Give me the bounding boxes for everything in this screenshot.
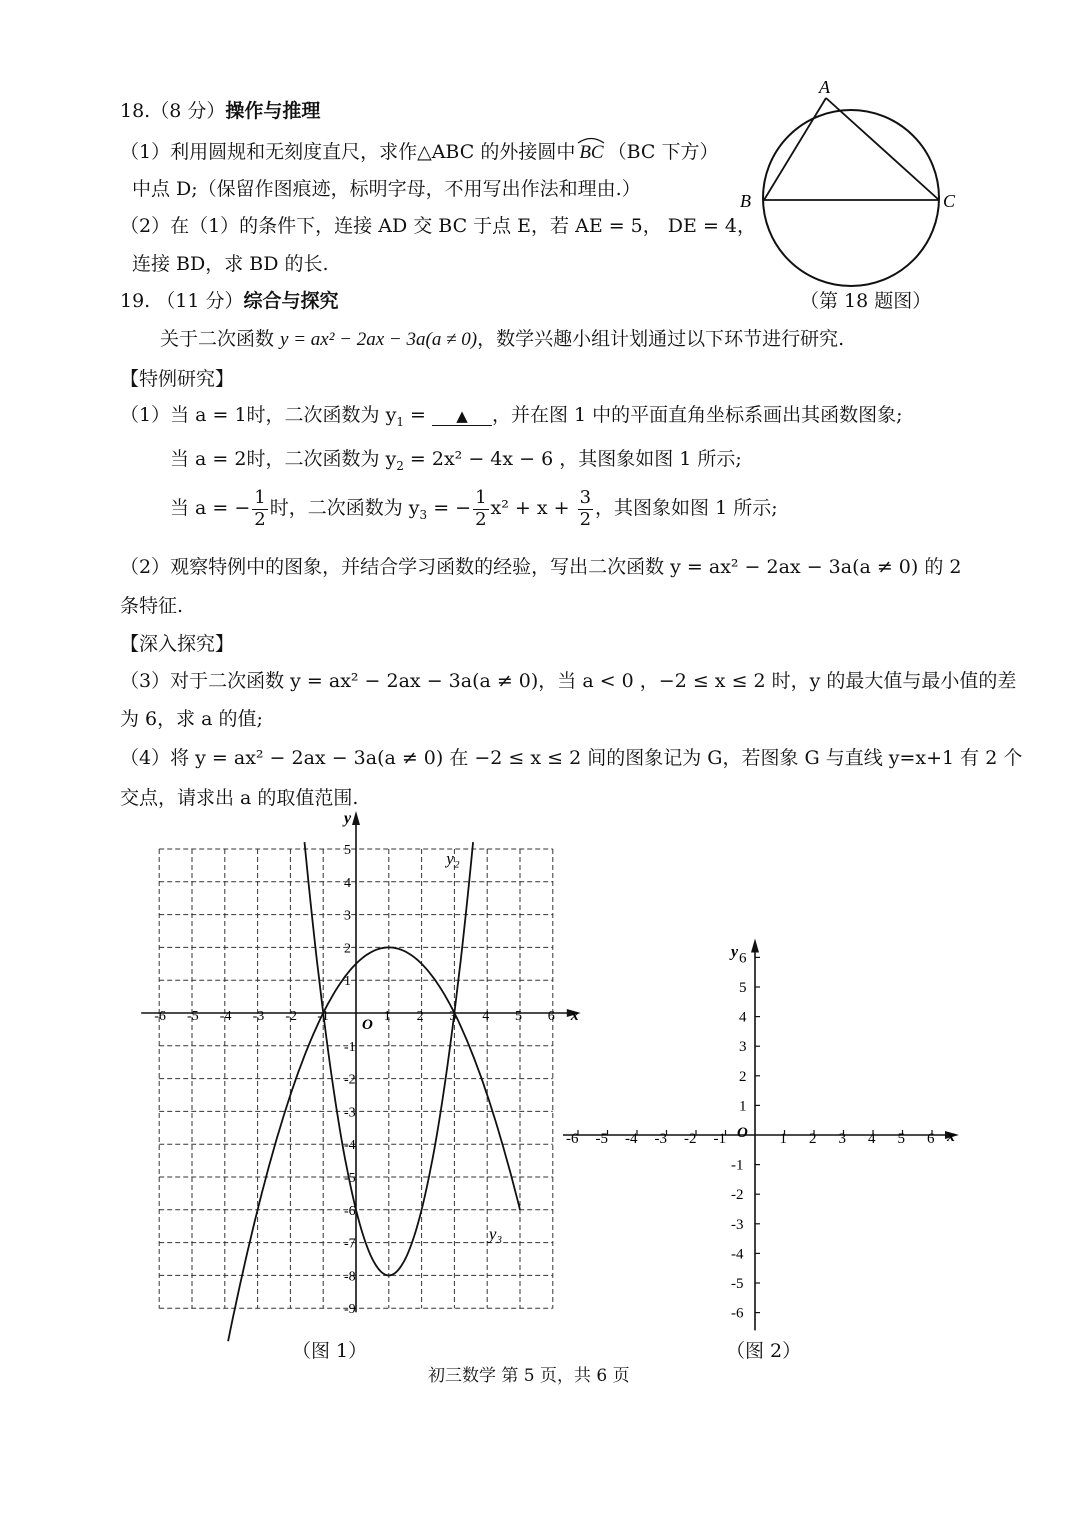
curve-label-y3: y₃ [488, 1224, 503, 1244]
q18-part1-text-a: （1）利用圆规和无刻度直尺，求作△ABC 的外接圆中 [120, 141, 576, 163]
y-axis-label: y [344, 810, 352, 827]
q18-part1-text-b: （BC 下方） [607, 141, 719, 163]
q19-title: 综合与探究 [243, 290, 339, 312]
fraction-one-half-2 [473, 488, 488, 530]
q19-case3-b: 时，二次函数为 y [269, 497, 420, 520]
q19-case3-a: 当 a = − [170, 497, 251, 520]
fraction-one-half [252, 488, 267, 530]
q19-part1 [120, 404, 903, 429]
frac2-num: 1 [475, 487, 487, 508]
q18-part2-cont: 连接 BD，求 BD 的长. [132, 253, 329, 275]
q18-arc-label: BC [579, 142, 604, 163]
q19-intro-a: 关于二次函数 [160, 328, 281, 350]
y-tick-label: 5 [739, 980, 747, 996]
figure-1-caption: （图 1） [292, 1340, 368, 1362]
x-tick-label: 4 [482, 1009, 490, 1024]
y-tick-label: -1 [731, 1157, 744, 1174]
x-axis-label: x [947, 1128, 955, 1145]
q19-case3-c: = − [427, 497, 472, 520]
q18-part1 [120, 141, 719, 165]
label-c: C [943, 191, 956, 211]
q19-part4: （4）将 y = ax² − 2ax − 3a(a ≠ 0) 在 −2 ≤ x ≤ 2 间的图象记为 G，若图象 G 与直线 y=x+1 有 2 个 [120, 747, 1023, 769]
q18-title: 操作与推理 [225, 100, 321, 122]
y-tick-label: 2 [344, 941, 351, 957]
q19-part1-sub: 1 [396, 414, 404, 429]
section-deep-inquiry: 【深入探究】 [120, 633, 235, 655]
q19-part3-cont: 为 6，求 a 的值; [120, 708, 263, 730]
segment-ac [826, 98, 939, 200]
y-axis-label: y [731, 943, 739, 961]
q19-case2-sub: 2 [396, 458, 404, 473]
x-tick-label: 1 [779, 1131, 787, 1147]
origin-label: O [737, 1125, 748, 1141]
y-tick-label: -1 [344, 1039, 356, 1055]
q19-part2-cont: 条特征. [120, 595, 184, 617]
figure-2-caption: （图 2） [726, 1340, 802, 1362]
q19-case3-e: ，其图象如图 1 所示; [595, 497, 778, 520]
label-b: B [740, 191, 751, 211]
x-tick-label: -3 [252, 1009, 265, 1024]
y-tick-label: -5 [731, 1276, 744, 1292]
arc-mark-icon [577, 136, 605, 144]
origin-label: O [362, 1017, 373, 1033]
y-tick-label: -9 [344, 1302, 356, 1318]
x-tick-label: 6 [547, 1009, 555, 1024]
y-tick-label: 4 [344, 875, 351, 891]
x-tick-label: 4 [868, 1131, 876, 1147]
circumcircle [763, 110, 939, 286]
q18-part2: （2）在（1）的条件下，连接 AD 交 BC 于点 E，若 AE = 5， DE = 4， [120, 215, 757, 237]
q18-arc-bc [579, 142, 603, 165]
q19-part4-cont: 交点，请求出 a 的取值范围. [120, 787, 359, 809]
x-tick-label: -1 [713, 1131, 726, 1147]
figure-1-plot [100, 810, 579, 1330]
fraction-three-halves [578, 488, 593, 530]
x-tick-label: 3 [449, 1009, 457, 1024]
q19-intro-func: y = ax² − 2ax − 3a(a ≠ 0) [280, 329, 478, 350]
x-tick-label: -5 [187, 1009, 199, 1024]
q19-intro [160, 328, 844, 352]
frac3-num: 3 [579, 487, 592, 508]
y-tick-label: 6 [739, 950, 747, 967]
y-tick-label: -2 [731, 1187, 744, 1204]
frac3-den: 2 [579, 508, 592, 530]
y-tick-label: 1 [739, 1098, 747, 1115]
x-tick-label: -5 [595, 1131, 608, 1147]
x-tick-label: -6 [154, 1009, 166, 1024]
q19-part1-b: ，并在图 1 中的平面直角坐标系画出其函数图象; [491, 404, 903, 426]
y-axis-arrow [751, 939, 759, 953]
y-tick-label: -4 [344, 1138, 356, 1154]
segment-ab [764, 98, 826, 200]
y-tick-label: -5 [344, 1171, 356, 1186]
section-special-cases: 【特例研究】 [120, 368, 235, 390]
q19-case3-d: x² + x + [490, 497, 576, 520]
x-tick-label: -4 [219, 1009, 232, 1024]
q18-heading [120, 100, 320, 123]
x-tick-label: 5 [897, 1131, 905, 1147]
y-tick-label: -4 [731, 1246, 744, 1263]
q19-intro-b: ，数学兴趣小组计划通过以下环节进行研究. [477, 328, 845, 350]
q19-case-a2 [170, 448, 742, 473]
y-tick-label: 4 [739, 1009, 747, 1026]
y-axis-arrow [352, 811, 360, 825]
y-tick-label: -6 [731, 1305, 744, 1322]
x-tick-label: 1 [383, 1009, 391, 1024]
x-tick-label: -4 [625, 1131, 638, 1147]
y-tick-label: -6 [344, 1203, 356, 1219]
frac1-num: 1 [254, 487, 266, 508]
y-tick-label: -3 [344, 1105, 356, 1121]
y-tick-label: -7 [344, 1236, 356, 1252]
x-tick-label: -2 [684, 1131, 697, 1147]
q19-part1-a: （1）当 a = 1时，二次函数为 y [120, 404, 397, 426]
q19-case2-b: = 2x² − 4x − 6 ，其图象如图 1 所示; [403, 448, 742, 470]
label-a: A [819, 77, 830, 97]
frac1-den: 2 [254, 508, 266, 530]
x-tick-label: -2 [285, 1009, 298, 1024]
q19-number: 19. （11 分） [120, 290, 244, 312]
answer-blank[interactable]: ▲ [432, 407, 492, 426]
q18-number: 18.（8 分） [120, 100, 226, 122]
x-tick-label: 2 [809, 1131, 817, 1147]
y-tick-label: 3 [739, 1039, 747, 1056]
x-tick-label: -1 [317, 1009, 329, 1024]
page-footer: 初三数学 第 5 页，共 6 页 [428, 1366, 630, 1386]
q18-figure [735, 78, 975, 298]
y-tick-label: -8 [344, 1269, 356, 1285]
q19-part2: （2）观察特例中的图象，并结合学习函数的经验，写出二次函数 y = ax² − 2ax − 3a(a ≠ 0) 的 2 [120, 556, 962, 578]
q19-case2-a: 当 a = 2时，二次函数为 y [170, 448, 397, 470]
figure-2-axes [555, 915, 975, 1335]
q18-caption: （第 18 题图） [800, 290, 932, 312]
y-tick-label: -3 [731, 1216, 744, 1233]
q19-heading [120, 290, 339, 313]
y-tick-label: -2 [344, 1072, 356, 1088]
x-tick-label: 5 [515, 1009, 522, 1024]
x-tick-label: 2 [416, 1009, 424, 1024]
x-tick-label: -6 [566, 1131, 579, 1147]
x-tick-label: -3 [654, 1131, 667, 1147]
q19-case-a-neg-half [170, 488, 778, 530]
y-tick-label: 3 [344, 908, 351, 924]
curve-label-y2: y₂ [446, 848, 460, 868]
y-tick-label: 5 [344, 843, 351, 858]
q19-case3-sub: 3 [419, 507, 428, 522]
q18-part1-cont: 中点 D;（保留作图痕迹，标明字母，不用写出作法和理由.） [132, 178, 641, 200]
y-tick-label: 2 [739, 1068, 747, 1085]
q19-part3: （3）对于二次函数 y = ax² − 2ax − 3a(a ≠ 0)，当 a < 0 ，−2 ≤ x ≤ 2 时，y 的最大值与最小值的差 [120, 670, 1017, 692]
y-tick-label: 1 [344, 974, 351, 990]
x-axis-label: x [570, 1007, 579, 1024]
x-tick-label: 6 [927, 1131, 935, 1147]
q19-part1-eq: = [403, 404, 432, 426]
frac2-den: 2 [475, 508, 487, 530]
x-tick-label: 3 [838, 1131, 846, 1147]
